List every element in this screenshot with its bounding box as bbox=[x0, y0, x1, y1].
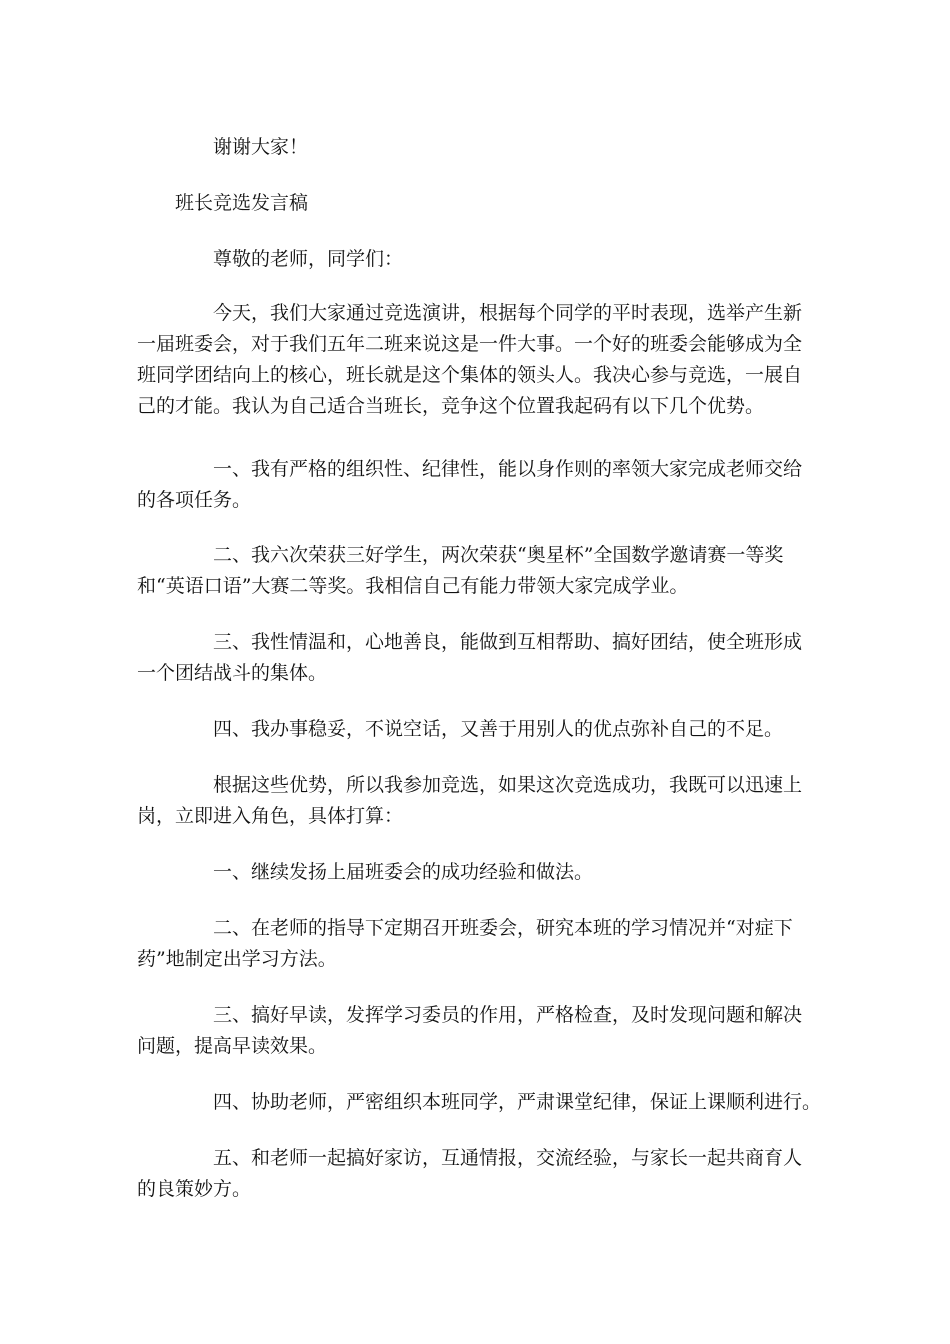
document-title: 班长竞选发言稿 bbox=[175, 192, 309, 214]
paragraph-line: 三、我性情温和，心地善良，能做到互相帮助、搞好团结，使全班形成 bbox=[213, 631, 803, 653]
paragraph-line: 二、我六次荣获三好学生，两次荣获“奥星杯”全国数学邀请赛一等奖 bbox=[213, 544, 784, 566]
paragraph-line: 问题，提高早读效果。 bbox=[137, 1035, 328, 1057]
paragraph bbox=[137, 298, 809, 422]
paragraph bbox=[137, 714, 809, 745]
paragraph-line: 今天，我们大家通过竞选演讲，根据每个同学的平时表现，选举产生新 bbox=[213, 302, 803, 324]
paragraph bbox=[137, 1000, 809, 1062]
paragraph-line: 班同学团结向上的核心，班长就是这个集体的领头人。我决心参与竞选，一展自 bbox=[137, 364, 803, 386]
paragraph-line: 四、协助老师，严密组织本班同学，严肃课堂纪律，保证上课顺利进行。 bbox=[213, 1091, 822, 1113]
paragraph bbox=[137, 454, 809, 516]
paragraph bbox=[137, 1143, 809, 1205]
paragraph-line: 一、我有严格的组织性、纪律性，能以身作则的率领大家完成老师交给 bbox=[213, 458, 803, 480]
paragraph bbox=[137, 857, 809, 888]
paragraph-line: 药”地制定出学习方法。 bbox=[137, 948, 337, 970]
paragraph-line: 根据这些优势，所以我参加竞选，如果这次竞选成功，我既可以迅速上 bbox=[213, 774, 803, 796]
paragraph bbox=[137, 627, 809, 689]
paragraph-line: 四、我办事稳妥，不说空话，又善于用别人的优点弥补自己的不足。 bbox=[213, 718, 784, 740]
salutation: 尊敬的老师，同学们： bbox=[213, 248, 404, 270]
closing-line: 谢谢大家！ bbox=[213, 136, 309, 158]
paragraph-line: 五、和老师一起搞好家访，互通情报，交流经验，与家长一起共商育人 bbox=[213, 1147, 803, 1169]
paragraph-line: 的良策妙方。 bbox=[137, 1178, 252, 1200]
paragraph-line: 己的才能。我认为自己适合当班长，竞争这个位置我起码有以下几个优势。 bbox=[137, 395, 765, 417]
paragraph-line: 一届班委会，对于我们五年二班来说这是一件大事。一个好的班委会能够成为全 bbox=[137, 333, 803, 355]
paragraph bbox=[137, 1087, 822, 1118]
paragraph-line: 和“英语口语”大赛二等奖。我相信自己有能力带领大家完成学业。 bbox=[137, 575, 689, 597]
paragraph-line: 一、继续发扬上届班委会的成功经验和做法。 bbox=[213, 861, 594, 883]
paragraph bbox=[137, 913, 809, 975]
paragraph-line: 一个团结战斗的集体。 bbox=[137, 662, 328, 684]
paragraph-line: 二、在老师的指导下定期召开班委会，研究本班的学习情况并“对症下 bbox=[213, 917, 793, 939]
paragraph-line: 的各项任务。 bbox=[137, 489, 252, 511]
paragraph-line: 三、搞好早读，发挥学习委员的作用，严格检查，及时发现问题和解决 bbox=[213, 1004, 803, 1026]
paragraph-line: 岗，立即进入角色，具体打算： bbox=[137, 805, 404, 827]
paragraph bbox=[137, 540, 809, 602]
paragraph bbox=[137, 770, 809, 832]
